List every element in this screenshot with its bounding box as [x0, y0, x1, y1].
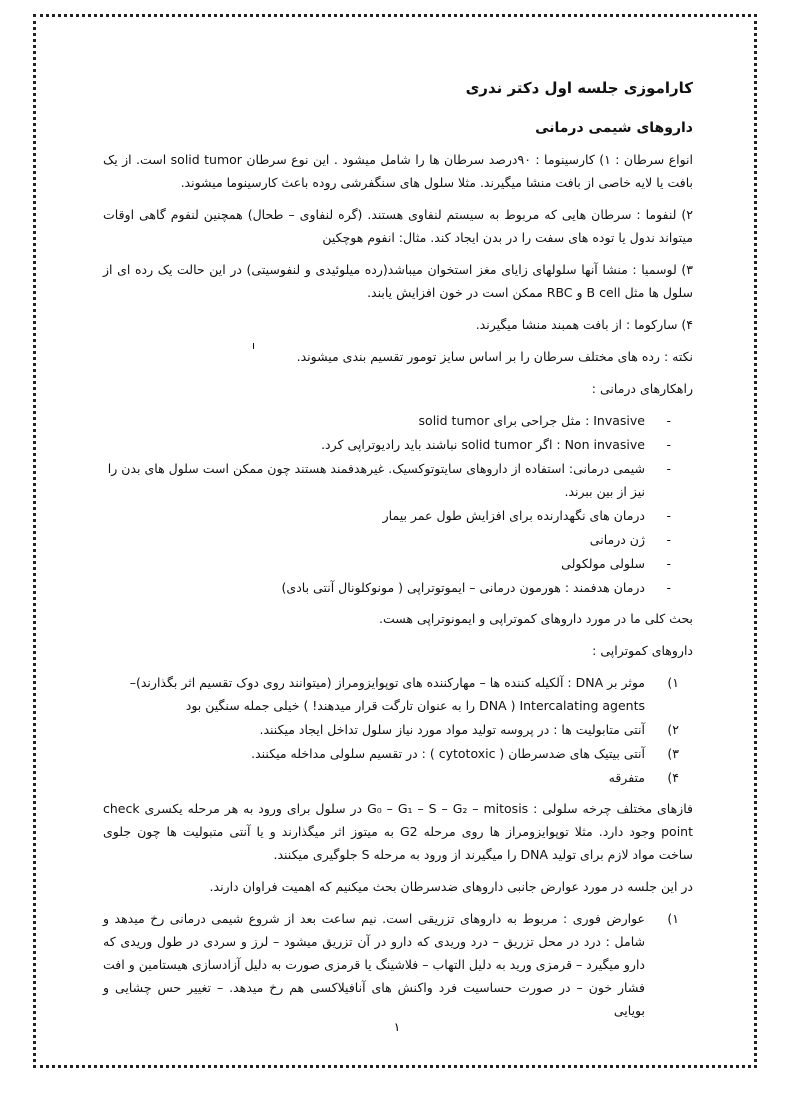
- document-title: کاراموزی جلسه اول دکتر ندری: [465, 79, 693, 97]
- list-item: - درمان هدفمند : هورمون درمانی – ایموتوتراپی ( مونوکلونال آنتی بادی): [103, 576, 645, 599]
- item-number: ۲): [667, 722, 679, 737]
- cancer-type-carcinoma: انواع سرطان : ۱) کارسینوما : ۹۰درصد سرطان ها را شامل میشود . این نوع سرطان solid tumor است. از یک بافت یا لایه خاصی از بافت منشا میگیرند. مثلا سلول های سنگفرشی روده باعث کارسینوما میشوند.: [103, 152, 693, 190]
- chemo-list: [103, 671, 693, 789]
- cell-cycle-intro: فازهای مختلف چرخه سلولی :: [533, 801, 694, 816]
- cell-cycle-body: در سلول برای ورود به هر مرحله یکسری check point وجود دارد. مثلا توپوایزومراز ها روی مرحله G2 به میتوز اثر میگذارند و یا آنتی متبولیت ها چون جلوی ساخت مواد لازم برای تولید DNA را میگیرند از ورود به مرحله S جلوگیری میکنند.: [103, 801, 693, 862]
- document-body: [103, 68, 693, 1030]
- list-item: [103, 671, 679, 717]
- session-note: در این جلسه در مورد عوارض جانبی داروهای ضدسرطان بحث میکنیم که اهمیت فراوان دارند.: [209, 879, 693, 894]
- chemo-heading: داروهای کموتراپی :: [592, 643, 693, 658]
- cancer-type-sarcoma: ۴) سارکوما : از بافت همبند منشا میگیرند.: [475, 317, 693, 332]
- list-item: - سلولی مولکولی: [103, 552, 645, 575]
- item-number: ۱): [667, 675, 679, 690]
- list-item: - ژن درمانی: [103, 528, 645, 551]
- side-effects-list: [103, 907, 693, 1022]
- general-note: بحث کلی ما در مورد داروهای کموتراپی و ایمونوتراپی هست.: [379, 611, 693, 626]
- strategies-list: [103, 409, 693, 599]
- item-number: ۳): [667, 746, 679, 761]
- item-number: ۱): [667, 911, 679, 926]
- item-text: آنتی بیتیک های ضدسرطان ( cytotoxic ) : در تقسیم سلولی مداخله میکنند.: [251, 746, 645, 761]
- cancer-note: نکته : رده های مختلف سرطان را بر اساس سایز تومور تقسیم بندی میشوند.: [296, 349, 693, 364]
- list-item: - Invasive : مثل جراحی برای solid tumor: [103, 409, 645, 432]
- item-text: عوارض فوری : مربوط به داروهای تزریقی است. نیم ساعت بعد از شروع شیمی درمانی رخ میدهد و شامل : درد در محل تزریق – درد وریدی که دارو در آن تزریق میشود – لرز و سردی در طول وریدی که دارو میگیرد – قرمزی ورید به دلیل التهاب – فلاشینگ یا قرمزی صورت به دلیل آزادسازی هیستامین و افت فشار خون – در صورت حساسیت فرد واکنش های آنافیلاکسی هم رخ میدهد. – تغییر حس چشایی و بویایی: [103, 911, 645, 1018]
- item-number: ۴): [667, 770, 679, 785]
- list-item: [103, 742, 679, 765]
- page-number: ۱: [393, 1020, 401, 1034]
- cell-cycle-paragraph: [103, 797, 693, 866]
- cell-cycle-phases: G₀ – G₁ – S – G₂ – mitosis: [367, 801, 529, 816]
- item-text: متفرقه: [608, 770, 645, 785]
- list-item: - شیمی درمانی: استفاده از داروهای سایتوتوکسیک. غیرهدفمند هستند چون ممکن است سلول های بدن را نیز از بین ببرند.: [103, 457, 645, 503]
- list-item: - درمان های نگهدارنده برای افزایش طول عمر بیمار: [103, 504, 645, 527]
- list-item: [103, 907, 679, 1022]
- cancer-type-lymphoma: ۲) لنفوما : سرطان هایی که مربوط به سیستم لنفاوی هستند. (گره لنفاوی – طحال) همچنین لنفوم گاهی اوقات میتواند ندول یا توده های سفت را در بدن ایجاد کند. مثال: انفوم هوچکین: [103, 207, 693, 245]
- item-text: آنتی متابولیت ها : در پروسه تولید مواد مورد نیاز سلول تداخل ایجاد میکنند.: [259, 722, 645, 737]
- list-item: [103, 718, 679, 741]
- list-item: - Non invasive : اگر solid tumor نباشند باید رادیوتراپی کرد.: [103, 433, 645, 456]
- item-text: موثر بر DNA : آلکیله کننده ها – مهارکننده های توپوایزومراز (میتوانند روی دوک تقسیم اثر بگذارند)– Intercalating agents ( DNA را به عنوان تارگت قرار میدهند! ) خیلی جمله سنگین بود: [129, 675, 645, 713]
- list-item: [103, 766, 679, 789]
- cancer-type-leukemia: ۳) لوسمیا : منشا آنها سلولهای زایای مغز استخوان میباشد(رده میلوئیدی و لنفوسیتی) در این حالت یک رده ای از سلول ها مثل B cell و RBC ممکن است در خون افزایش یابند.: [103, 262, 693, 300]
- document-subtitle: داروهای شیمی درمانی: [535, 120, 693, 136]
- strategies-heading: راهکارهای درمانی :: [591, 381, 693, 396]
